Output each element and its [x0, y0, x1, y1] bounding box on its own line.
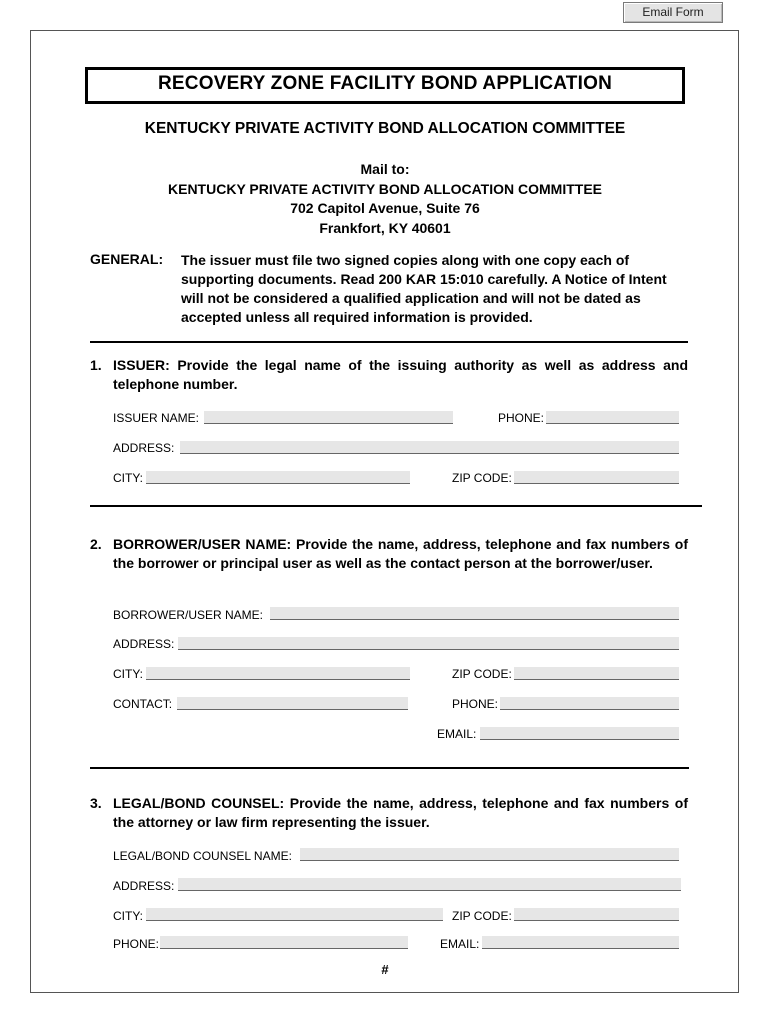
- counsel-email-label: EMAIL:: [440, 937, 480, 951]
- form-title: RECOVERY ZONE FACILITY BOND APPLICATION: [85, 67, 685, 104]
- borrower-address-label: ADDRESS:: [113, 637, 175, 651]
- section-divider: [90, 341, 688, 343]
- issuer-name-field[interactable]: [204, 411, 453, 424]
- mail-line-1: KENTUCKY PRIVATE ACTIVITY BOND ALLOCATION COMMITTEE: [168, 180, 602, 197]
- section-1-number: 1.: [90, 357, 102, 373]
- issuer-address-field[interactable]: [180, 441, 679, 454]
- section-2-heading: [90, 535, 688, 572]
- borrower-name-label: BORROWER/USER NAME:: [113, 608, 264, 622]
- mail-line-2: 702 Capitol Avenue, Suite 76: [290, 200, 480, 216]
- counsel-name-field[interactable]: [300, 848, 679, 861]
- section-3-heading: [90, 794, 688, 831]
- counsel-city-label: CITY:: [113, 909, 144, 923]
- borrower-email-field[interactable]: [480, 727, 679, 740]
- borrower-email-label: EMAIL:: [437, 727, 477, 741]
- section-1-heading: [90, 356, 688, 393]
- section-divider: [90, 767, 689, 769]
- email-form-button[interactable]: Email Form: [623, 2, 723, 23]
- mail-heading: Mail to:: [360, 161, 410, 177]
- counsel-zip-label: ZIP CODE:: [452, 909, 512, 923]
- counsel-name-label: LEGAL/BOND COUNSEL NAME:: [113, 849, 292, 863]
- borrower-address-field[interactable]: [178, 637, 679, 650]
- borrower-name-field[interactable]: [270, 607, 679, 620]
- general-text: The issuer must file two signed copies along with one copy each of supporting documents. Read 200 KAR 15:010 carefully. A Notice of Intent will not be considered a qualified application and will not be dated as accepted unless all required information is provided.: [181, 252, 667, 325]
- borrower-phone-field[interactable]: [500, 697, 679, 710]
- counsel-email-field[interactable]: [482, 936, 679, 949]
- section-2-text: BORROWER/USER NAME: Provide the name, address, telephone and fax numbers of the borrower or principal user as well as the contact person at the borrower/user.: [113, 536, 688, 571]
- general-label: GENERAL:: [90, 251, 164, 267]
- issuer-phone-field[interactable]: [546, 411, 679, 424]
- issuer-city-field[interactable]: [146, 471, 410, 484]
- counsel-address-label: ADDRESS:: [113, 879, 175, 893]
- section-3-number: 3.: [90, 795, 102, 811]
- issuer-zip-label: ZIP CODE:: [452, 471, 512, 485]
- issuer-phone-label: PHONE:: [498, 411, 545, 425]
- mail-to-block: [0, 160, 770, 238]
- borrower-city-field[interactable]: [146, 667, 410, 680]
- counsel-zip-field[interactable]: [514, 908, 679, 921]
- section-2-number: 2.: [90, 536, 102, 552]
- borrower-city-label: CITY:: [113, 667, 144, 681]
- borrower-zip-label: ZIP CODE:: [452, 667, 512, 681]
- counsel-city-field[interactable]: [146, 908, 443, 921]
- counsel-phone-label: PHONE:: [113, 937, 160, 951]
- section-divider: [90, 505, 702, 507]
- issuer-zip-field[interactable]: [514, 471, 679, 484]
- page-number: #: [381, 962, 389, 977]
- issuer-address-label: ADDRESS:: [113, 441, 175, 455]
- section-3-text: LEGAL/BOND COUNSEL: Provide the name, address, telephone and fax numbers of the attorney or law firm representing the issuer.: [113, 795, 688, 830]
- issuer-name-label: ISSUER NAME:: [113, 411, 200, 425]
- committee-heading: KENTUCKY PRIVATE ACTIVITY BOND ALLOCATION COMMITTEE: [144, 120, 626, 137]
- counsel-phone-field[interactable]: [160, 936, 408, 949]
- section-1-text: ISSUER: Provide the legal name of the issuing authority as well as address and telephone number.: [113, 357, 688, 392]
- borrower-phone-label: PHONE:: [452, 697, 499, 711]
- mail-line-3: Frankfort, KY 40601: [319, 219, 451, 236]
- borrower-contact-label: CONTACT:: [113, 697, 173, 711]
- counsel-address-field[interactable]: [178, 878, 681, 891]
- borrower-zip-field[interactable]: [514, 667, 679, 680]
- borrower-contact-field[interactable]: [177, 697, 408, 710]
- issuer-city-label: CITY:: [113, 471, 144, 485]
